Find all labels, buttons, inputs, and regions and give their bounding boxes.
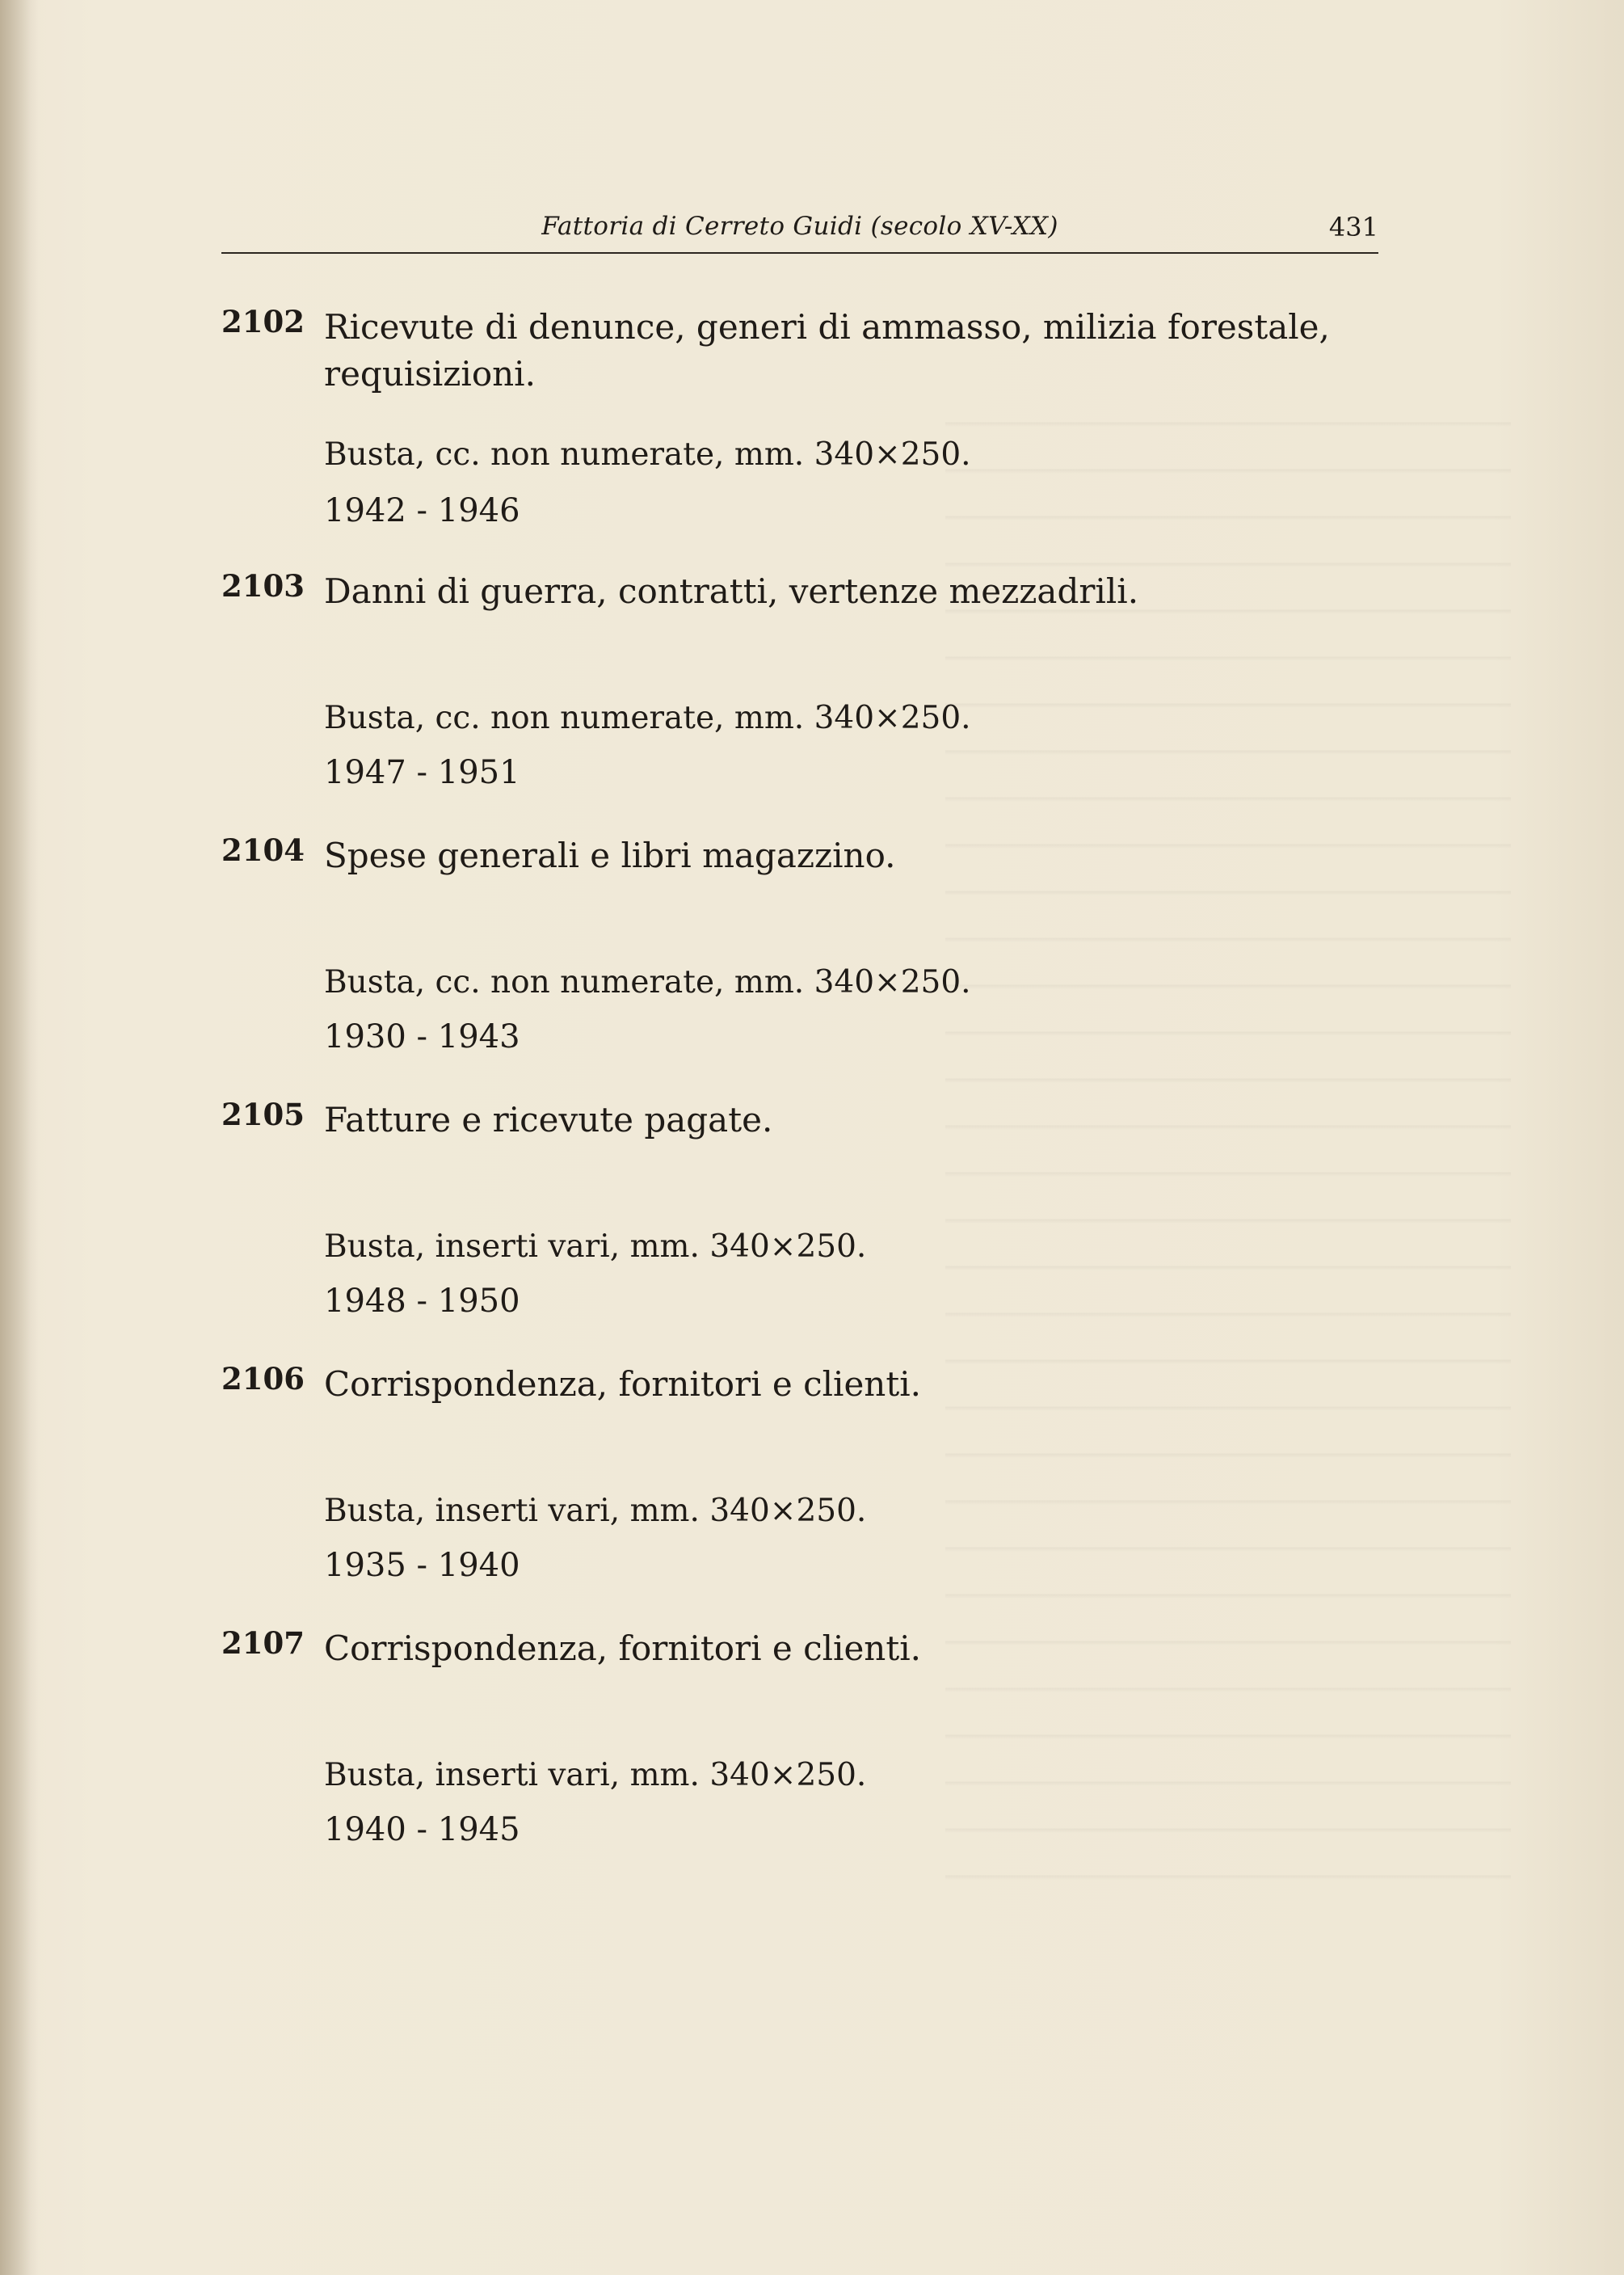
entry-title: Ricevute di denunce, generi di ammasso, milizia forestale, requisizioni. <box>324 307 1330 394</box>
entry-number: 2105 <box>221 1097 305 1132</box>
entry-number: 2107 <box>221 1625 305 1661</box>
archival-entry <box>221 832 1378 1097</box>
running-header <box>221 209 1378 254</box>
archival-entry <box>221 1361 1378 1625</box>
entry-date: 1942 - 1946 <box>324 492 520 529</box>
entry-date: 1935 - 1940 <box>324 1547 520 1584</box>
entry-date: 1940 - 1945 <box>324 1811 520 1848</box>
entry-description: Busta, cc. non numerate, mm. 340×250. <box>324 964 971 1001</box>
entry-title: Fatture e ricevute pagate. <box>324 1100 773 1140</box>
entry-number: 2104 <box>221 832 305 868</box>
entry-date: 1948 - 1950 <box>324 1283 520 1320</box>
entry-title: Corrispondenza, fornitori e clienti. <box>324 1628 922 1668</box>
archival-entry <box>221 568 1378 832</box>
entry-description: Busta, cc. non numerate, mm. 340×250. <box>324 436 971 473</box>
entry-title: Spese generali e libri magazzino. <box>324 836 896 875</box>
entry-date: 1930 - 1943 <box>324 1018 520 1055</box>
page-number: 431 <box>1328 212 1378 242</box>
entry-description: Busta, inserti vari, mm. 340×250. <box>324 1493 867 1529</box>
entry-date: 1947 - 1951 <box>324 754 520 791</box>
entry-number: 2106 <box>221 1361 305 1397</box>
archival-entry <box>221 1625 1378 1890</box>
header-title: Fattoria di Cerreto Guidi (secolo XV-XX) <box>541 212 1058 241</box>
archival-entry <box>221 1097 1378 1361</box>
entry-title: Danni di guerra, contratti, vertenze mezzadrili. <box>324 571 1139 611</box>
entry-number: 2103 <box>221 568 305 604</box>
entry-description: Busta, inserti vari, mm. 340×250. <box>324 1757 867 1793</box>
archival-entry <box>221 304 1378 568</box>
entry-title: Corrispondenza, fornitori e clienti. <box>324 1364 922 1404</box>
archival-entry-list <box>221 304 1378 1890</box>
entry-description: Busta, cc. non numerate, mm. 340×250. <box>324 700 971 736</box>
entry-description: Busta, inserti vari, mm. 340×250. <box>324 1228 867 1265</box>
entry-number: 2102 <box>221 304 305 339</box>
